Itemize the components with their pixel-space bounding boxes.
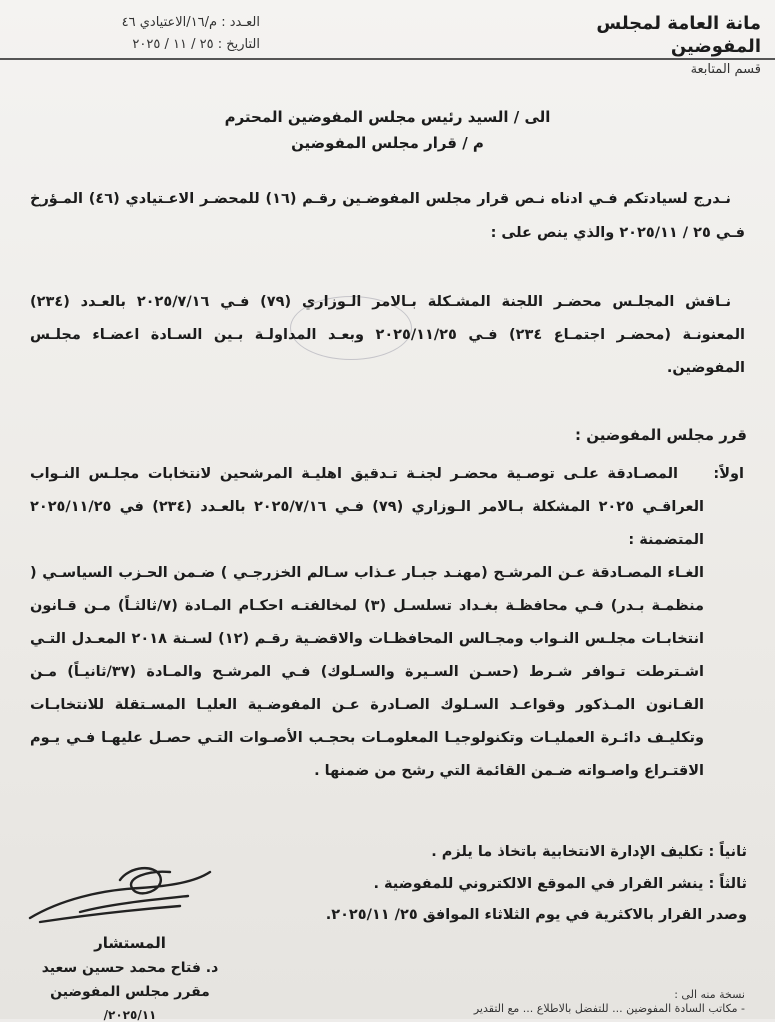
first-label: اولاً: <box>713 466 744 482</box>
addressee: الى / السيد رئيس مجلس المفوضين المحترم <box>224 108 551 126</box>
first-text: المصـادقة علـى توصـية محضـر لجنـة تـدقيق اهليـة المرشحين لانتخابات مجلـس النـواب العراقـي ٢٠٢٥ المشكلة بـالامر الـوزاري (٧٩) فـي ٢٠٢٥/٧/١٦ بالعـدد (٢٣٤) في ٢٠٢٥/١١/٢٥ المتضمنة : <box>30 466 705 548</box>
signer-name: د. فتاح محمد حسين سعيد <box>41 960 219 976</box>
header-divider <box>0 58 775 60</box>
copy-to-line: - مكاتب السادة المفوضين ... للتفضل بالاطلاع ... مع التقدير <box>473 1002 745 1015</box>
subject-line: م / قرار مجلس المفوضين <box>291 134 484 152</box>
copy-to-heading: نسخة منه الى : <box>674 988 745 1001</box>
reference-number: العـدد : م/١٦/الاعتيادي ٤٦ <box>121 15 260 30</box>
signature-block <box>10 860 250 1020</box>
decision-heading: قرر مجلس المفوضين : <box>574 426 747 444</box>
handwritten-signature <box>20 860 220 935</box>
signer-title: المستشار <box>94 934 166 952</box>
intro-paragraph: نـدرج لسيادتكم فـي ادناه نـص قرار مجلس المفوضـين رقـم (١٦) للمحضـر الاعـتيادي (٤٦) المـؤرخ فـي ٢٥ / ٢٠٢٥/١١ والذي ينص على : <box>30 191 745 241</box>
decision-item-first <box>30 458 744 788</box>
first-subitem: الغـاء المصـادقة عـن المرشـح (مهنـد جبـار عـذاب سـالم الخزرجـي ) ضـمن الحـزب السياسـي ( منظمـة بـدر) فـي محافظـة بغـداد تسلسـل (٣) لمخالفتـه احكـام المـادة (٧/ثالثـاً) مـن قـانون انتخابـات مجلـس النـواب ومجـالس المحافظـات والاقضـية رقـم (١٢) لسـنة ٢٠١٨ المعـدل التـي اشـترطت تـوافر شـرط (حسـن السـيرة والسـلوك) فـي المرشـح والمـادة (٣٧/ثانيـاً) مـن القـانون المـذكور وقواعـد السـلوك الصـادرة عـن المفوضـية العليـا المسـتقلة للانتخابـات وتكليـف دائـرة العمليـات وتكنولوجيـا المعلومـات بحجـب الأصـوات التـي حصـل عليهـا فـي يـوم الاقتـراع واصـواته ضـمن القائمة التي رشح من ضمنها . <box>30 565 704 779</box>
decision-item-second: ثانياً : تكليف الإدارة الانتخابية باتخاذ ما يلزم . <box>431 844 747 860</box>
signer-date: ٢٠٢٥/١١/ <box>103 1008 157 1022</box>
header-reference <box>20 12 260 56</box>
copy-to-block <box>474 988 745 1016</box>
decision-item-third: ثالثاً : ينشر القرار في الموقع الالكتروني للمفوضية . <box>373 876 747 892</box>
signer-role: مقرر مجلس المفوضين <box>50 984 210 1000</box>
organization-department: قسم المتابعة <box>690 62 761 77</box>
reference-date: التاريخ : ٢٥ / ١١ / ٢٠٢٥ <box>132 37 260 52</box>
discussion-paragraph: نـاقش المجلـس محضـر اللجنة المشـكلة بـالامر الـوزاري (٧٩) فـي ٢٠٢٥/٧/١٦ بالعـدد (٢٣٤) المعنونـة (محضـر اجتمـاع ٢٣٤) فـي ٢٠٢٥/١١/٢٥ وبعـد المداولـة بـين السـادة اعضـاء مجلـس المفوضين. <box>30 294 745 376</box>
header-organization <box>531 12 761 81</box>
issued-statement: وصدر القرار بالاكثرية في يوم الثلاثاء الموافق ٢٥/ ٢٠٢٥/١١. <box>325 907 747 923</box>
organization-name: مانة العامة لمجلس المفوضين <box>596 13 761 57</box>
